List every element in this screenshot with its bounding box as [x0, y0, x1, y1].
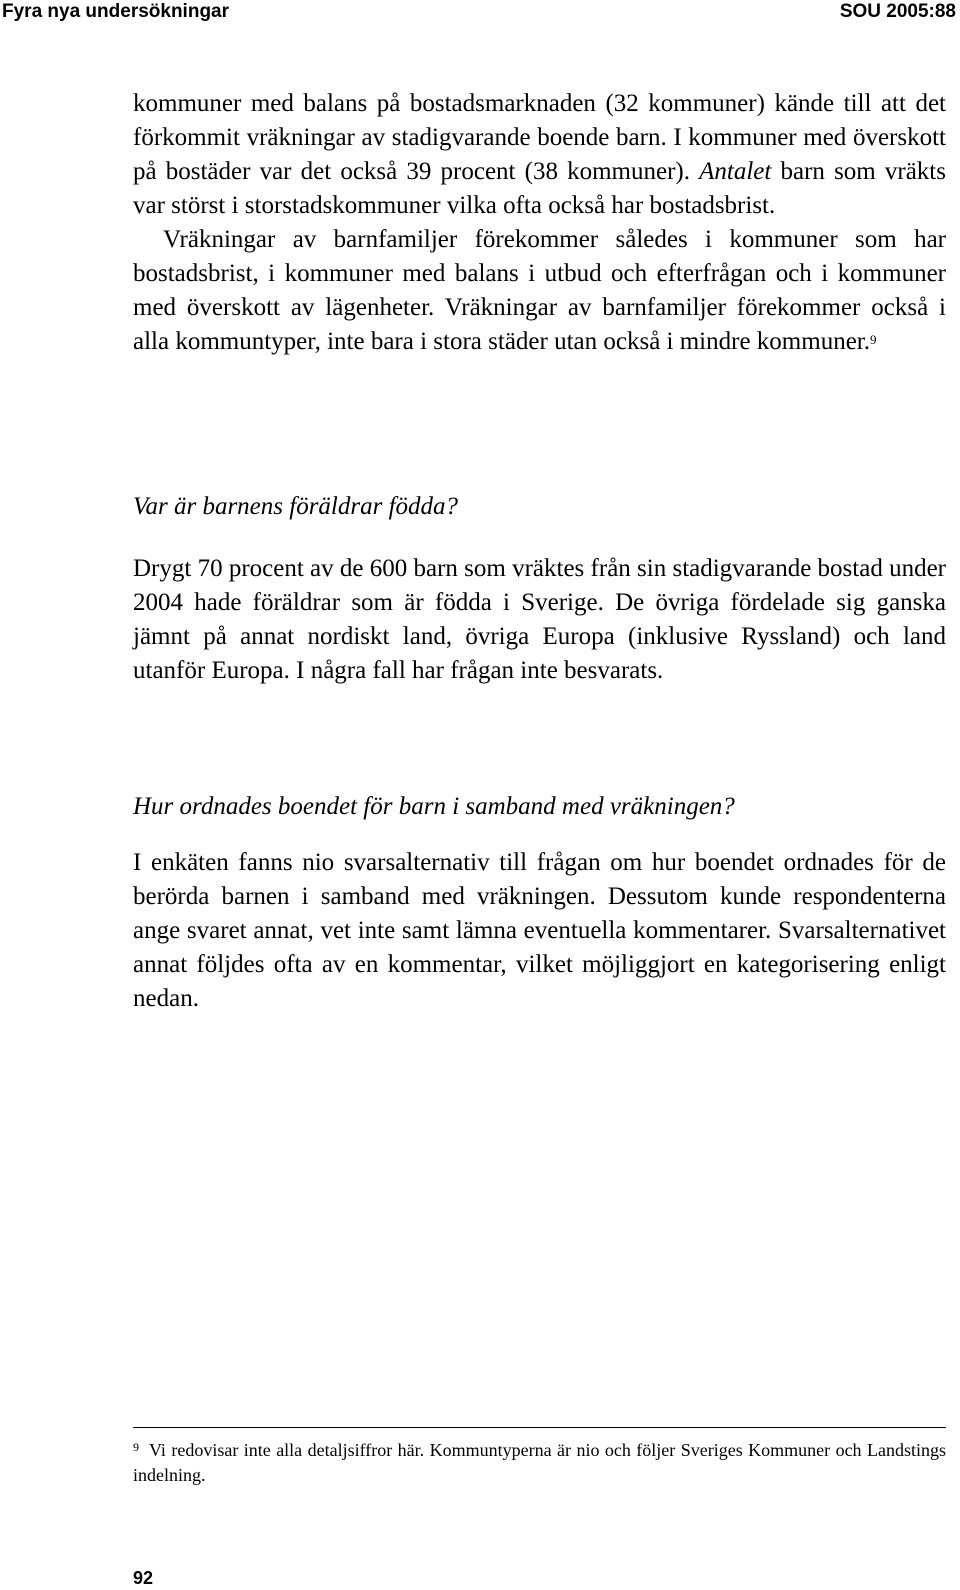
footnote-number: 9 [133, 1440, 139, 1454]
footnote-reference[interactable]: 9 [870, 332, 877, 347]
footnote-text: Vi redovisar inte alla detaljsiffror här. Kommuntyperna är nio och följer Sveriges Kommuner och Landstings indelning. [133, 1440, 946, 1485]
page-header [0, 0, 960, 26]
running-title: Fyra nya undersökningar [2, 1, 230, 22]
section-body [133, 846, 946, 1016]
paragraph: I enkäten fanns nio svarsalternativ till frågan om hur boendet ordnades för de berörda barnen i samband med vräkningen. Dessutom kunde respondenterna ange svaret annat, vet inte samt lämna eventuella kommentarer. Svarsalternativet annat följdes ofta av en kommentar, vilket möjliggjort en kategorisering enligt nedan. [133, 849, 946, 1012]
footnote-divider [133, 1427, 946, 1428]
paragraph: Drygt 70 procent av de 600 barn som vräktes från sin stadigvarande bostad under 2004 hade föräldrar som är födda i Sverige. De övriga fördelade sig ganska jämnt på annat nordiskt land, övriga Europa (inklusive Ryssland) och land utanför Europa. I några fall har frågan inte besvarats. [133, 555, 946, 684]
section-heading: Var är barnens föräldrar födda? [133, 493, 459, 520]
paragraph: kommuner med balans på bostadsmarknaden (32 kommuner) kände till att det förkommit vräkningar av stadigvarande boende barn. I kommuner med överskott på bostäder var det också 39 procent (38 kommuner). Antalet barn som vräkts var störst i storstadskommuner vilka ofta också har bostadsbrist. [133, 90, 946, 219]
section-body [133, 552, 946, 688]
document-reference: SOU 2005:88 [839, 1, 956, 22]
section-heading: Hur ordnades boendet för barn i samband med vräkningen? [133, 793, 735, 820]
page-number: 92 [133, 1568, 154, 1588]
emphasis: Antalet [699, 158, 772, 185]
section-continuation [133, 87, 946, 359]
footnote [133, 1438, 946, 1488]
paragraph: Vräkningar av barnfamiljer förekommer således i kommuner som har bostadsbrist, i kommuner med balans i utbud och efterfrågan och i kommuner med överskott av lägenheter. Vräkningar av barnfamiljer förekommer också i alla kommuntyper, inte bara i stora städer utan också i mindre kommuner.$^9$ [133, 226, 946, 355]
